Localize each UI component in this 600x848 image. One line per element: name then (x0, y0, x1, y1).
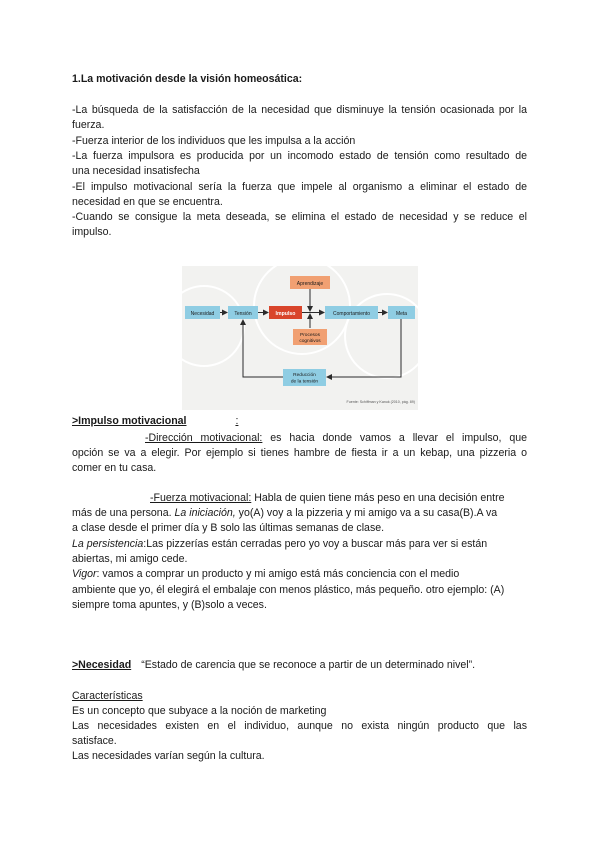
necesidad-title-text: >Necesidad (72, 659, 132, 671)
caracteristicas-title: Características (72, 690, 143, 702)
label-meta: Meta (395, 311, 408, 317)
label-aprendizaje: Aprendizaje (296, 281, 324, 287)
vigor-rest: : vamos a comprar un producto y mi amigo está más conciencia con el medio (96, 568, 460, 580)
intro-line: -La fuerza impulsora es producida por un incomodo estado de tensión como resultado de (72, 150, 527, 162)
direccion-line-2: opción se va a elegir. Por ejemplo si tienes hambre de fiesta ir a un kebap, una pizzeria o (72, 447, 527, 459)
fuerza-line (150, 491, 505, 506)
persistencia-label: La persistencia (72, 538, 144, 550)
arrow-meta-reduccion (327, 319, 401, 377)
direccion-line-3: comer en tu casa. (72, 462, 157, 474)
fuerza-line2-post: yo(A) voy a la pizzeria y mi amigo va a su casa(B).A va (235, 507, 498, 519)
fuerza-line2-pre: más de una persona. (72, 507, 175, 519)
label-comportamiento: Comportamiento (333, 311, 370, 317)
iniciacion-label: La iniciación, (174, 507, 236, 519)
persistencia-line-2: abiertas, mi amigo cede. (72, 553, 188, 565)
label-procesos-2: cognitivos (299, 339, 321, 344)
label-necesidad: Necesidad (190, 311, 215, 317)
fuerza-line-2 (72, 506, 497, 521)
intro-line: necesidad en que se encuentra. (72, 196, 223, 208)
direccion-line (145, 431, 527, 446)
bg-circle-left (182, 286, 244, 366)
label-impulso: Impulso (275, 311, 296, 317)
fuerza-rest: Habla de quien tiene más peso en una decisión entre (251, 492, 505, 504)
intro-line: -El impulso motivacional sería la fuerza que impele al organismo a eliminar el estado de (72, 181, 527, 193)
fuerza-line-3: a clase desde el primer día y B solo las últimas semanas de clase. (72, 522, 385, 534)
label-tension: Tensión (234, 311, 252, 317)
vigor-line-2: ambiente que yo, él elegirá el embalaje con menos plástico, más pequeño. otro ejemplo: (A) (72, 584, 505, 596)
direccion-label: -Dirección motivacional: (145, 432, 263, 444)
impulso-title (72, 414, 238, 429)
intro-line: -La búsqueda de la satisfacción de la necesidad que disminuye la tensión ocasionada por la (72, 104, 527, 116)
vigor-label: Vigor (72, 568, 97, 580)
label-reduccion-2: de la tensión (290, 379, 319, 385)
direccion-rest: es hacia donde vamos a llevar el impulso, que (262, 432, 527, 444)
heading: 1.La motivación desde la visión homeosática: (72, 73, 303, 85)
vigor-line-3: siempre toma apuntes, y (B)solo a veces. (72, 599, 267, 611)
intro-line: una necesidad insatisfecha (72, 165, 200, 177)
motivation-process-diagram (182, 266, 418, 410)
label-reduccion-1: Reducción (293, 373, 316, 378)
diagram-svg (182, 266, 418, 410)
caracteristicas-line: Las necesidades varían según la cultura. (72, 750, 265, 762)
intro-line: fuerza. (72, 119, 105, 131)
intro-line: -Fuerza interior de los individuos que les impulsa a la acción (72, 135, 356, 147)
necesidad-definition: “Estado de carencia que se reconoce a partir de un determinado nivel”. (141, 659, 476, 671)
necesidad-title (72, 658, 475, 673)
label-procesos-1: Procesos (300, 333, 320, 338)
persistencia-line (72, 537, 487, 552)
impulso-title-suffix: : (235, 415, 239, 427)
caracteristicas-line: Las necesidades existen en el individuo, aunque no exista ningún producto que las (72, 720, 527, 732)
impulso-title-text: >Impulso motivacional (72, 415, 187, 427)
persistencia-rest: :Las pizzerías están cerradas pero yo voy a buscar más para ver si están (143, 538, 488, 550)
fuerza-label: -Fuerza motivacional: (150, 492, 252, 504)
intro-line: -Cuando se consigue la meta deseada, se elimina el estado de necesidad y se reduce el (72, 211, 527, 223)
vigor-line (72, 567, 459, 582)
caracteristicas-line: satisface. (72, 735, 117, 747)
arrow-reduccion-tension (243, 320, 283, 377)
caracteristicas-line: Es un concepto que subyace a la noción de marketing (72, 705, 327, 717)
intro-line: impulso. (72, 226, 112, 238)
diagram-source: Fuente: Schiffman y Kanuk (2010, pág. 89) (346, 400, 415, 404)
